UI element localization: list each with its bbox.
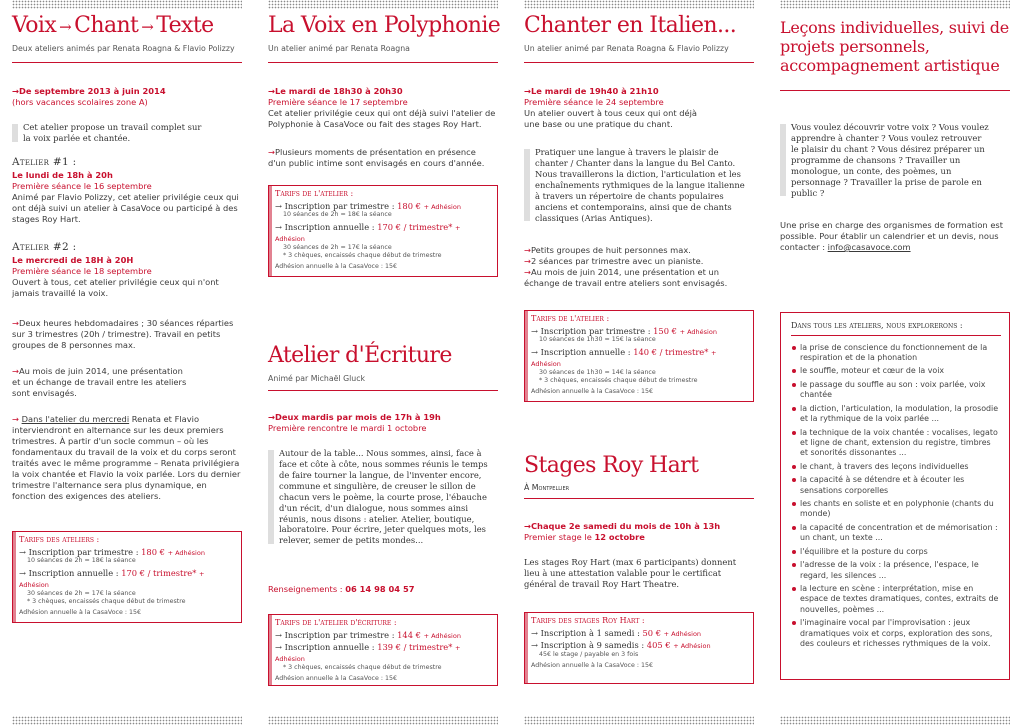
explore-item: la capacité à se détendre et à écouter les sensations corporelles <box>791 475 1001 496</box>
divider <box>12 62 242 63</box>
dotted-band-bottom <box>780 716 1010 725</box>
presentation-paragraph: → Au mois de juin 2014, une présentation et un échange de travail entre les ateliers sont envisagés. <box>12 366 192 399</box>
column-lecons-individuelles <box>780 0 1010 725</box>
atelier-2-title: Atelier #2 : <box>12 241 77 253</box>
ecriture-tarifs-box: Tarifs de l'atelier d'écriture : → Inscription par trimestre : 144 € + Adhésion → Inscription annuelle : 139 € / trimestre* + Adhésion * 3 chèques, encaissés chaque début de trimestre Adhésion annuelle à la CasaVoce : 15€ <box>268 614 498 686</box>
info-line: → 2 séances par trimestre avec un pianiste. <box>524 256 754 267</box>
explore-title: Dans tous les ateliers, nous explorerons : <box>791 321 1001 336</box>
section-subtitle: Deux ateliers animés par Renata Roagna & Flavio Polizzy <box>12 44 235 53</box>
explore-item: la technique de la voix chantée : vocalises, legato et ligne de chant, extension du registre, timbres et sonorités dissonantes ... <box>791 428 1001 459</box>
atelier-1-first-session: Première séance le 16 septembre <box>12 180 152 191</box>
italien-quote: Pratiquer une langue à travers le plaisir de chanter / Chanter dans la langue du Bel Canto. Nous travaillerons la diction, l'articulation et les enchaînements rythmiques de la langue italienne à travers un répertoire de chants populaires anciens et contemporains, ainsi que de chants classiques (Arias Antiques). <box>524 147 750 223</box>
dates-note: (hors vacances scolaires zone A) <box>12 96 148 107</box>
dotted-band-bottom <box>12 716 242 725</box>
tarifs-box: Tarifs de l'atelier : → Inscription par trimestre : 150 € + Adhésion 10 séances de 1h30 = 15€ la séance → Inscription annuelle : 140 € / trimestre* + Adhésion 30 séances de 1h30 = 14€ la séance * 3 chèques, encaissés chaque début de trimestre Adhésion annuelle à la CasaVoce : 15€ <box>524 310 754 402</box>
tarif-note: * 3 chèques, encaissés chaque début de trimestre <box>27 598 186 606</box>
dotted-band-top <box>524 0 754 9</box>
dotted-band-bottom <box>524 716 754 725</box>
section-subtitle: Un atelier animé par Renata Roagna & Flavio Polizzy <box>524 44 729 53</box>
description: Un atelier ouvert à tous ceux qui ont déjà une base ou une pratique du chant. <box>524 107 698 129</box>
section-title: Leçons individuelles, suivi de projets personnels, accompagnement artistique <box>780 18 1009 76</box>
section-title: Voix → Chant → Texte <box>12 13 214 38</box>
tarifs-box: Tarifs des ateliers : → Inscription par trimestre : 180 € + Adhésion 10 séances de 2h = 18€ la séance → Inscription annuelle : 170 € / trimestre* + Adhésion 30 séances de 2h = 17€ la séance * 3 chèques, encaissés chaque début de trimestre Adhésion annuelle à la CasaVoce : 15€ <box>12 531 242 623</box>
first-session: Première séance le 17 septembre <box>268 96 408 107</box>
tarifs-title: Tarifs des ateliers : <box>19 535 100 544</box>
atelier-1-title: Atelier #1 : <box>12 156 77 168</box>
tarif-note: 30 séances de 2h = 17€ la séance <box>27 590 136 598</box>
ecriture-schedule: → Deux mardis par mois de 17h à 19h <box>268 412 498 423</box>
ecriture-first-session: Première rencontre le mardi 1 octobre <box>268 422 427 433</box>
contact-line: Renseignements : 06 14 98 04 57 <box>268 584 415 594</box>
ecriture-quote: Autour de la table... Nous sommes, ainsi, face à face et côte à côte, nous sommes réunis le temps de faire tourner la langue, de l'inventer encore, commune et singulière, de creuser le sillon de chacun vers le poème, la courte prose, l'ébauche d'un récit, d'un dialogue, nous sommes ainsi réunis, nous disons : atelier. Atelier, boutique, laboratoire. Pour écrire, jeter quelques mots, les relever, semer de petits mondes... <box>268 448 494 546</box>
explore-item: la lecture en scène : interprétation, mise en espace de textes dramatiques, contes, extraits de nouvelles, poèmes ... <box>791 584 1001 615</box>
section-title: Chanter en Italien... <box>524 13 737 38</box>
column-polyphonie-ecriture <box>268 0 501 725</box>
mercredi-link[interactable]: Dans l'atelier du mercredi <box>21 414 130 424</box>
atelier-1-schedule: Le lundi de 18h à 20h <box>12 169 113 180</box>
intro-quote: Cet atelier propose un travail complet sur la voix parlée et chantée. <box>12 122 202 144</box>
explore-item: les chants en soliste et en polyphonie (chants du monde) <box>791 499 1001 520</box>
explore-item: le passage du souffle au son : voix parlée, voix chantée <box>791 380 1001 401</box>
explore-item: le chant, à travers des leçons individuelles <box>791 462 1001 472</box>
membership-note: Adhésion annuelle à la CasaVoce : 15€ <box>275 262 398 270</box>
tarif-note: 10 séances de 2h = 18€ la séance <box>283 211 392 219</box>
membership-note: Adhésion annuelle à la CasaVoce : 15€ <box>275 675 398 683</box>
explore-item: l'équilibre et la posture du corps <box>791 547 1001 557</box>
membership-note: Adhésion annuelle à la CasaVoce : 15€ <box>531 662 654 670</box>
column-chanter-italien-stages: Chanter en Italien... Un atelier animé par Renata Roagna & Flavio Polizzy → Le mardi de 19h40 à 21h10 Première séance le 24 septembre Un atelier ouvert à tous ceux qui ont déjà une base ou une pratique du chant. Pratiquer une langue à travers le plaisir de chanter / Chanter dans la langue du Bel Canto. Nous travaillerons la diction, l'articulation et les enchaînements rythmiques de la langue italienne à travers un répertoire de chants populaires anciens et contemporains, ainsi que de chants classiques (Arias Antiques). → Petits groupes de huit personnes max. → 2 séances par trimestre avec un pianiste. → Au mois de juin 2014, une présentation et un échange de travail entre ateliers sont envisagés. Tarifs de l'atelier : → Inscription par trimestre : 150 € + Adhésion 10 séances de 1h30 = 15€ la séance → Inscription annuelle : 140 € / trimestre* + Adhésion 30 séances de 1h30 = 14€ la séance * 3 chèques, encaissés chaque début de trimestre Adhésion annuelle à la CasaVoce : 15€ Stages Roy Hart À Montpellier → Chaque 2e samedi du mois de 10h à 13h Premier stage le 12 octobre Les stages Roy Hart (max 6 participants) donnent lieu à une attestation valable pour le certificat général de travail Roy Hart Theatre. Tarifs des stages Roy Hart : → Inscription à 1 samedi : 50 € + Adhésion → Inscription à 9 samedis : 405 € + Adhésion 45€ le stage / payable en 3 fois Adhésion annuelle à la CasaVoce : 15€ <box>524 0 754 725</box>
atelier-2-first-session: Première séance le 18 septembre <box>12 265 152 276</box>
divider <box>524 498 754 499</box>
stages-tarifs-box: Tarifs des stages Roy Hart : → Inscription à 1 samedi : 50 € + Adhésion → Inscription à 9 samedis : 405 € + Adhésion 45€ le stage / payable en 3 fois Adhésion annuelle à la CasaVoce : 15€ <box>524 612 754 684</box>
explore-list <box>791 343 1001 650</box>
tarifs-title: Tarifs de l'atelier d'écriture : <box>275 618 397 627</box>
atelier-2 <box>12 241 242 299</box>
divider <box>268 62 498 63</box>
dates-heading: → De septembre 2013 à juin 2014 <box>12 86 242 97</box>
presentation-paragraph: → Plusieurs moments de présentation en présence d'un public intime sont envisagés en cours d'année. <box>268 147 488 169</box>
column-voix-chant-texte <box>12 0 242 725</box>
stages-schedule: → Chaque 2e samedi du mois de 10h à 13h <box>524 521 754 532</box>
stages-title: Stages Roy Hart <box>524 453 699 478</box>
dotted-band-bottom <box>268 716 498 725</box>
explore-item: la prise de conscience du fonctionnement de la respiration et de la phonation <box>791 343 1001 364</box>
explore-item: l'adresse de la voix : la présence, l'espace, le regard, les silences ... <box>791 560 1001 581</box>
tarif-note: * 3 chèques, encaissés chaque début de trimestre <box>539 377 698 385</box>
dotted-band-top <box>12 0 242 9</box>
description: Cet atelier privilégie ceux qui ont déjà suivi l'atelier de Polyphonie à CasaVoce ou fait des stages Roy Hart. <box>268 107 496 129</box>
dotted-band-top <box>268 0 498 9</box>
email-link[interactable]: info@casavoce.com <box>827 241 911 252</box>
first-session: Première séance le 24 septembre <box>524 96 664 107</box>
atelier-1-description: Animé par Flavio Polizzy, cet atelier privilégie ceux qui ont déjà suivi un atelier à CasaVoce ou participé à des stages Roy Hart. <box>12 191 239 224</box>
divider <box>780 90 1010 91</box>
explore-item: la capacité de concentration et de mémorisation : un chant, un texte ... <box>791 523 1001 544</box>
tarif-note: 10 séances de 1h30 = 15€ la séance <box>539 336 656 344</box>
ecriture-title: Atelier d'Écriture <box>268 343 452 368</box>
tarif-note: * 3 chèques, encaissés chaque début de trimestre <box>283 252 442 260</box>
dotted-band-top <box>780 0 1010 9</box>
membership-note: Adhésion annuelle à la CasaVoce : 15€ <box>531 387 654 395</box>
info-line: → Au mois de juin 2014, une présentation et un échange de travail entre ateliers sont envisagés. <box>524 267 734 289</box>
section-subtitle: Un atelier animé par Renata Roagna <box>268 44 410 53</box>
stages-description: Les stages Roy Hart (max 6 participants) donnent lieu à une attestation valable pour le certificat général de travail Roy Hart Theatre. <box>524 557 737 590</box>
info-line: → Petits groupes de huit personnes max. <box>524 245 754 256</box>
atelier-2-description: Ouvert à tous, cet atelier privilégie ceux qui n'ont jamais travaillé la voix. <box>12 276 219 298</box>
tarifs-title: Tarifs de l'atelier : <box>275 189 354 198</box>
tarif-note: 10 séances de 2h = 18€ la séance <box>27 557 136 565</box>
schedule: → Le mardi de 18h30 à 20h30 <box>268 86 498 97</box>
schedule-paragraph: → Deux heures hebdomadaires ; 30 séances réparties sur 3 trimestres (20h / trimestre). Travail en petits groupes de 8 personnes max. <box>12 318 242 351</box>
atelier-2-schedule: Le mercredi de 18H à 20H <box>12 254 134 265</box>
stages-subtitle: À Montpellier <box>524 483 570 492</box>
mercredi-text: Renata et Flavio interviendront en alternance sur les deux premiers trimestres. À partir d'un socle commun – où les fondamentaux du travail de la voix et du corps seront traités avec le même programme – Renata privilégiera la voix chantée et Flavio la voix parlée. Lors du dernier trimestre l'alternance sera plus dynamique, en fonction des exigences des ateliers. <box>12 414 241 501</box>
membership-note: Adhésion annuelle à la CasaVoce : 15€ <box>19 608 142 616</box>
explore-item: la diction, l'articulation, la modulation, la prosodie et la rythmique de la voix parlée ... <box>791 404 1001 425</box>
divider <box>268 390 498 391</box>
contact-paragraph: Une prise en charge des organismes de formation est possible. Pour établir un calendrier et un devis, nous contacter : info@casavoce.com <box>780 220 1004 252</box>
phone-number[interactable]: 06 14 98 04 57 <box>345 584 415 594</box>
tarif-note: 45€ le stage / payable en 3 fois <box>539 651 639 659</box>
tarif-note: * 3 chèques, encaissés chaque début de trimestre <box>283 664 442 672</box>
tarifs-title: Tarifs des stages Roy Hart : <box>531 616 645 625</box>
section-title: La Voix en Polyphonie <box>268 13 501 38</box>
ecriture-subtitle: Animé par Michaël Gluck <box>268 374 366 383</box>
tarif-note: 30 séances de 2h = 17€ la séance <box>283 244 392 252</box>
explore-item: l'imaginaire vocal par l'improvisation : jeux dramatiques voix et corps, exploration des sons, des couleurs et richesses rythmiques de la voix. <box>791 618 1001 649</box>
tarifs-box: Tarifs de l'atelier : → Inscription par trimestre : 180 € + Adhésion 10 séances de 2h = 18€ la séance → Inscription annuelle : 170 € / trimestre* + Adhésion 30 séances de 2h = 17€ la séance * 3 chèques, encaissés chaque début de trimestre Adhésion annuelle à la CasaVoce : 15€ <box>268 185 498 277</box>
tarif-note: 30 séances de 1h30 = 14€ la séance <box>539 369 656 377</box>
atelier-1 <box>12 156 242 225</box>
divider <box>524 62 754 63</box>
questions-quote: Vous voulez découvrir votre voix ? Vous voulez apprendre à chanter ? Vous voulez retrouver le plaisir du chant ? Vous désirez préparer un programme de chansons ? Travailler un monologue, un conte, des poèmes, un personnage ? Travailler la prise de parole en public ? <box>780 122 990 198</box>
schedule: → Le mardi de 19h40 à 21h10 <box>524 86 754 97</box>
explore-item: le souffle, moteur et cœur de la voix <box>791 366 1001 376</box>
explore-box <box>780 312 1010 680</box>
tarifs-title: Tarifs de l'atelier : <box>531 314 610 323</box>
mercredi-paragraph: → Dans l'atelier du mercredi Renata et Flavio interviendront en alternance sur les deux premiers trimestres. À partir d'un socle commun – où les fondamentaux du travail de la voix et du corps seront traités avec le même programme – Renata privilégiera la voix chantée et Flavio la voix parlée. Lors du dernier trimestre l'alternance sera plus dynamique, en fonction des exigences des ateliers. <box>12 414 241 501</box>
